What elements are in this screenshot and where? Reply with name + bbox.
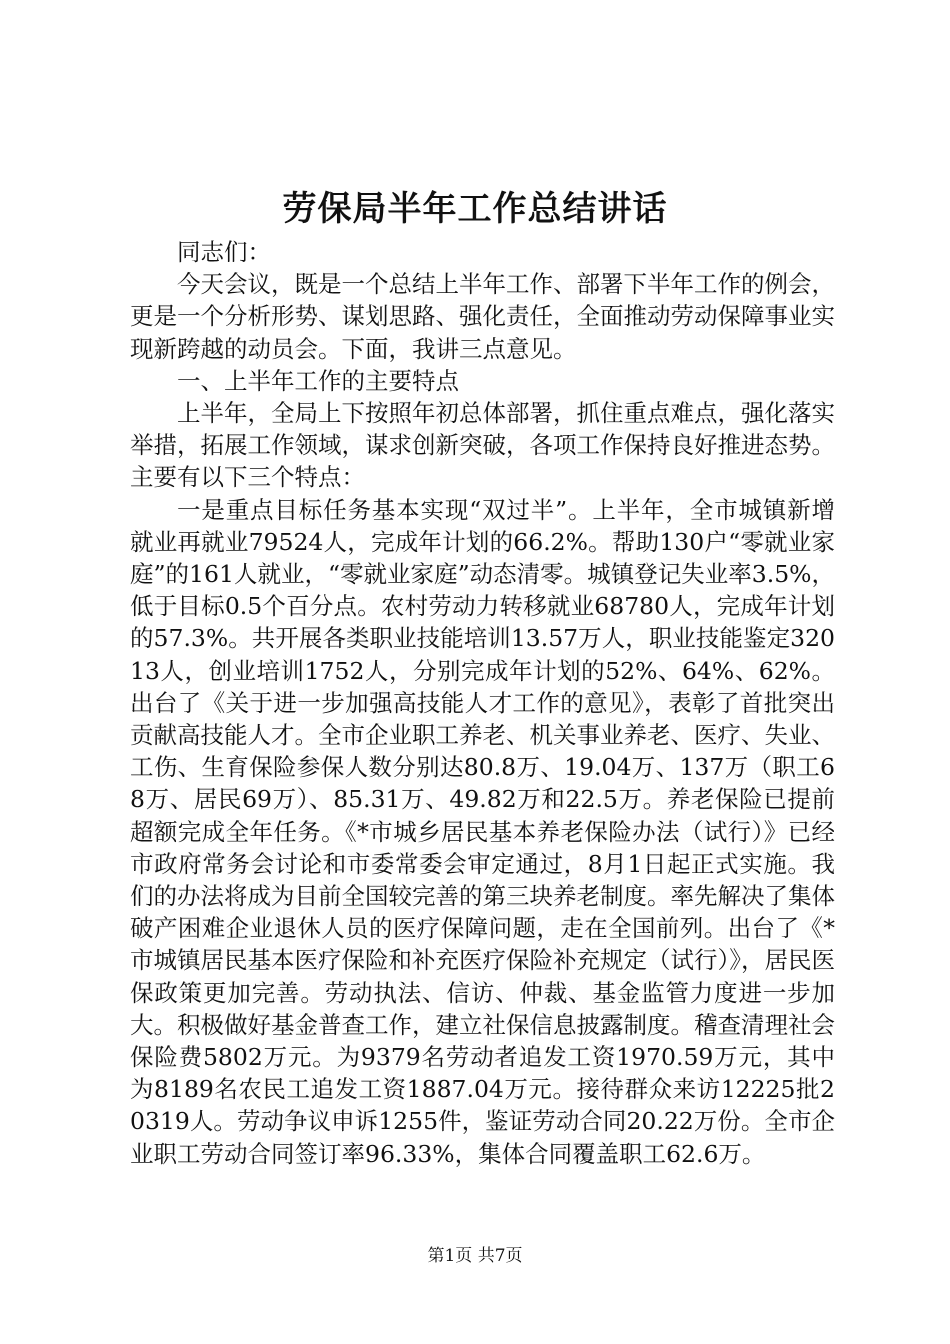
detail-paragraph: 一是重点目标任务基本实现“双过半”。上半年，全市城镇新增就业再就业79524人，完成年计划的66.2%。帮助130户“零就业家庭”的161人就业，“零就业家庭”动态清零。城镇登记失业率3.5%，低于目标0.5个百分点。农村劳动力转移就业68780人，完成年计划的57.3%。共开展各类职业技能培训13.57万人，职业技能鉴定32013人，创业培训1752人，分别完成年计划的52%、64%、62%。出台了《关于进一步加强高技能人才工作的意见》，表彰了首批突出贡献高技能人才。全市企业职工养老、机关事业养老、医疗、失业、工伤、生育保险参保人数分别达80.8万、19.04万、137万（职工68万、居民69万）、85.31万、49.82万和22.5万。养老保险已提前超额完成全年任务。《*市城乡居民基本养老保险办法（试行）》已经市政府常务会讨论和市委常委会审定通过，8月1日起正式实施。我们的办法将成为目前全国较完善的第三块养老制度。率先解决了集体破产困难企业退休人员的医疗保障问题，走在全国前列。出台了《*市城镇居民基本医疗保险和补充医疗保险补充规定（试行）》，居民医保政策更加完善。劳动执法、信访、仲裁、基金监管力度进一步加大。积极做好基金普查工作，建立社保信息披露制度。稽查清理社会保险费5802万元。为9379名劳动者追发工资1970.59万元，其中为8189名农民工追发工资1887.04万元。接待群众来访12225批20319人。劳动争议申诉1255件，鉴证劳动合同20.22万份。全市企业职工劳动合同签订率96.33%，集体合同覆盖职工62.6万。	[130, 495, 835, 1168]
overview-paragraph: 上半年，全局上下按照年初总体部署，抓住重点难点，强化落实举措，拓展工作领域，谋求创新突破，各项工作保持良好推进态势。主要有以下三个特点：	[130, 399, 835, 492]
page-footer: 第1页 共7页	[427, 1246, 523, 1266]
document-body	[130, 236, 835, 1170]
intro-paragraph: 今天会议，既是一个总结上半年工作、部署下半年工作的例会，更是一个分析形势、谋划思路、强化责任，全面推动劳动保障事业实现新跨越的动员会。下面，我讲三点意见。	[130, 270, 835, 363]
salutation: 同志们：	[177, 238, 271, 266]
document-title: 劳保局半年工作总结讲话	[282, 189, 668, 229]
section-heading: 一、上半年工作的主要特点	[177, 366, 459, 395]
